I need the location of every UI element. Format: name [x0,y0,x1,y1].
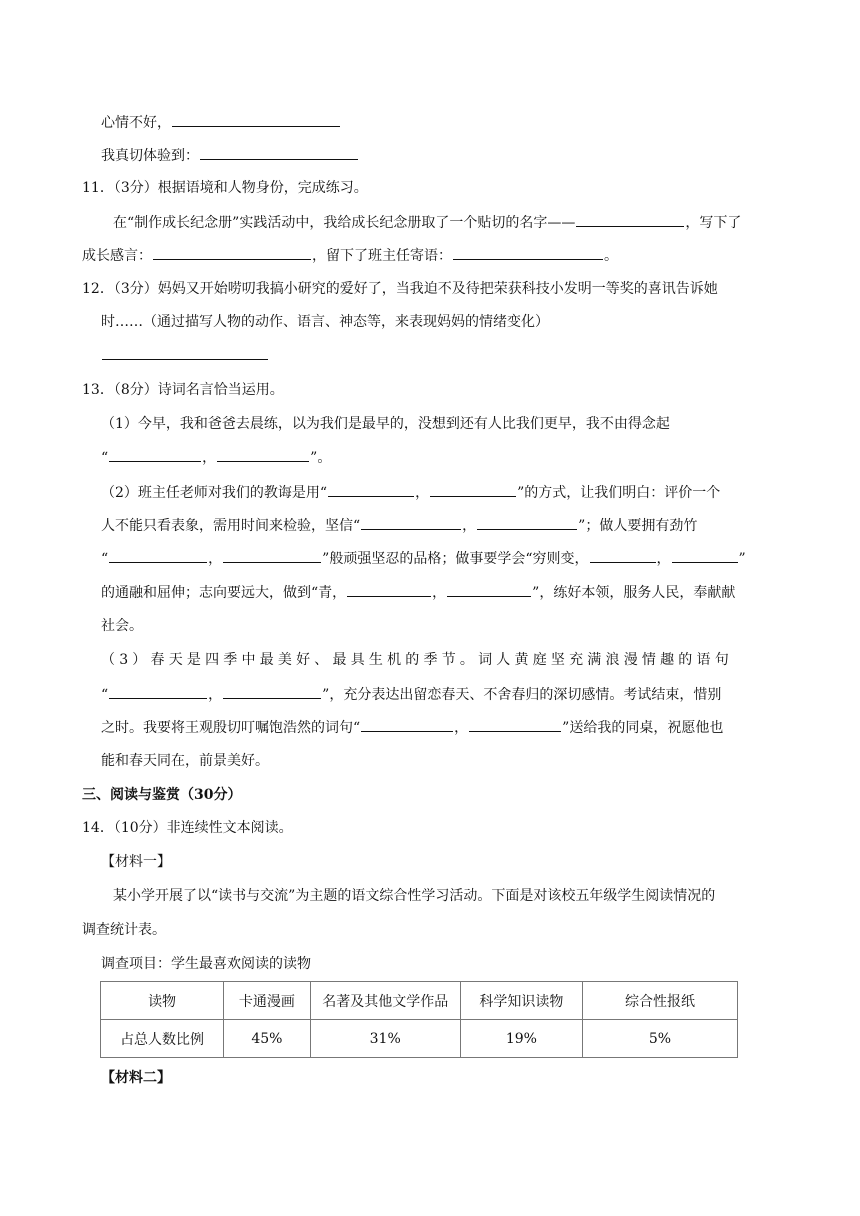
answer-blank[interactable] [453,245,603,260]
table-cell: 31% [310,1020,460,1058]
question-12-line-1: 12．（3分）妈妈又开始唠叨我搞小研究的爱好了，当我迫不及待把荣获科技小发明一等奖的喜讯告诉她 [82,281,718,297]
question-13-2-line-3 [101,548,746,569]
text: （2）班主任老师对我们的教诲是用“ [101,485,328,501]
question-13-1-line-2 [101,447,331,468]
answer-blank[interactable] [672,548,738,563]
answer-blank[interactable] [347,582,431,597]
text: “ [101,687,109,703]
answer-blank[interactable] [590,548,656,563]
question-13-2-line-4 [101,582,735,603]
question-11-heading: 11．（3分）根据语境和人物身份，完成练习。 [82,180,368,196]
answer-blank[interactable] [102,345,268,360]
text: ， [415,485,430,501]
text: ， [202,450,217,466]
answer-blank[interactable] [430,482,516,497]
text: 之时。我要将王观殷切叮嘱饱浩然的词句“ [101,720,361,736]
table-header-cell: 综合性报纸 [583,982,738,1020]
table-cell: 45% [224,1020,311,1058]
question-12-answer [101,345,269,366]
material-1-line-2: 调查统计表。 [82,922,166,938]
answer-blank[interactable] [447,582,531,597]
material-1-label: 【材料一】 [101,854,171,870]
answer-blank[interactable] [217,447,309,462]
text: ”；做人要拥有劲竹 [578,518,698,534]
text: “ [101,551,109,567]
question-11-line-1 [113,212,741,233]
answer-blank[interactable] [200,145,358,160]
text: ”。 [310,450,332,466]
answer-blank[interactable] [576,212,684,227]
text: ， [432,585,447,601]
text: 在“制作成长纪念册”实践活动中，我给成长纪念册取了一个贴切的名字—— [113,215,576,231]
text: ， [454,720,469,736]
answer-line-mood [101,112,341,133]
answer-blank[interactable] [109,548,207,563]
material-2-label: 【材料二】 [101,1070,171,1086]
question-13-1-line-1: （1）今早，我和爸爸去晨练，以为我们是最早的，没想到还有人比我们更早，我不由得念起 [101,416,670,432]
answer-blank[interactable] [469,717,561,732]
table-header-cell: 卡通漫画 [224,982,311,1020]
answer-blank[interactable] [109,684,207,699]
question-13-heading: 13．（8分）诗词名言恰当运用。 [82,382,284,398]
text: 心情不好， [101,115,171,131]
table-row [101,1020,738,1058]
answer-blank[interactable] [172,112,340,127]
text: ，留下了班主任寄语： [312,248,452,264]
text: ” [738,551,746,567]
answer-line-experience [101,145,359,166]
text: ， [462,518,477,534]
text: “ [101,450,109,466]
question-12-line-2: 时……（通过描写人物的动作、语言、神态等，来表现妈妈的情绪变化） [101,314,549,330]
text: ”的方式，让我们明白：评价一个 [517,485,721,501]
table-cell: 占总人数比例 [101,1020,224,1058]
answer-blank[interactable] [223,684,321,699]
table-cell: 5% [583,1020,738,1058]
text: 我真切体验到： [101,148,199,164]
text: ”，练好本领，服务人民，奉献献 [532,585,736,601]
question-11-line-2 [82,245,618,266]
question-14-heading: 14．（10分）非连续性文本阅读。 [82,820,293,836]
section-3-heading: 三、阅读与鉴赏（30分） [82,787,242,803]
table-header-cell: 科学知识读物 [460,982,582,1020]
answer-blank[interactable] [109,447,201,462]
text: ”，充分表达出留恋春天、不舍春归的深切感情。考试结束，惜别 [322,687,722,703]
table-header-cell: 名著及其他文学作品 [310,982,460,1020]
survey-table [100,981,738,1058]
text: 。 [604,248,618,264]
question-13-2-line-1 [101,482,720,503]
text: 成长感言： [82,248,152,264]
question-13-2-line-2 [101,515,697,536]
text: ， [208,551,223,567]
question-13-3-line-3 [101,717,723,738]
survey-title: 调查项目：学生最喜欢阅读的读物 [101,956,311,972]
answer-blank[interactable] [477,515,577,530]
question-13-3-line-2 [101,684,721,705]
text: ，写下了 [685,215,742,231]
text: 的通融和屈伸；志向要远大，做到“青， [101,585,347,601]
table-cell: 19% [460,1020,582,1058]
text: ”般顽强坚忍的品格；做事要学会“穷则变， [322,551,589,567]
material-1-line-1: 某小学开展了以“读书与交流”为主题的语文综合性学习活动。下面是对该校五年级学生阅读情况的 [113,888,716,904]
text: ”送给我的同桌，祝愿他也 [562,720,724,736]
question-13-3-line-4: 能和春天同在，前景美好。 [101,753,269,769]
answer-blank[interactable] [328,482,414,497]
text: 人不能只看表象，需用时间来检验，坚信“ [101,518,361,534]
question-13-3-line-1: （3）春天是四季中最美好、最具生机的季节。词人黄庭坚充满浪漫情趣的语句 [101,652,733,668]
table-header-cell: 读物 [101,982,224,1020]
text: ， [656,551,671,567]
answer-blank[interactable] [361,515,461,530]
question-13-2-line-5: 社会。 [101,618,143,634]
text: ， [208,687,223,703]
table-header-row [101,982,738,1020]
answer-blank[interactable] [223,548,321,563]
answer-blank[interactable] [153,245,311,260]
answer-blank[interactable] [361,717,453,732]
